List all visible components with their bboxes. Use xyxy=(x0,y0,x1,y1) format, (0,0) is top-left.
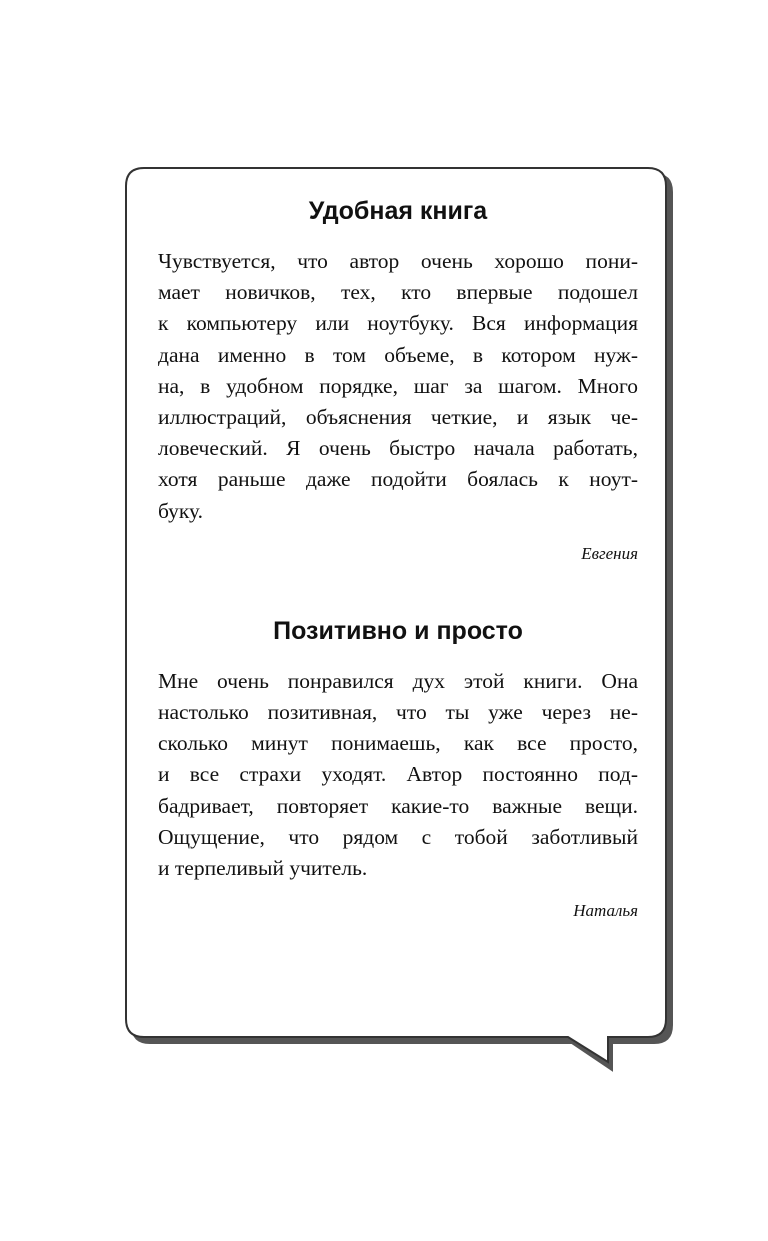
review-text xyxy=(158,666,638,884)
reviews-container xyxy=(158,196,638,921)
review-author: Евгения xyxy=(581,543,638,563)
review-text-line: сколько минут понимаешь, как все просто, xyxy=(158,731,638,756)
review-text-line: Чувствуется, что автор очень хорошо пони- xyxy=(158,249,638,273)
review-text-line: настолько позитивная, что ты уже через не- xyxy=(158,700,638,725)
review-text-line: Мне очень понравился дух этой книги. Она xyxy=(158,668,638,693)
review-text xyxy=(158,246,638,527)
review-text-line: дана именно в том объеме, в котором нуж- xyxy=(158,342,638,367)
review-text-line: и терпеливый учитель. xyxy=(158,856,368,881)
review-title: Позитивно и просто xyxy=(273,616,523,645)
review-text-line: на, в удобном порядке, шаг за шагом. Много xyxy=(158,373,638,398)
review-text-line: и все страхи уходят. Автор постоянно под- xyxy=(158,762,638,787)
review-text-line: к компьютеру или ноутбуку. Вся информация xyxy=(158,311,638,336)
review-text-line: бадривает, повторяет какие-то важные вещи. xyxy=(158,793,638,818)
review-text-line: мает новичков, тех, кто впервые подошел xyxy=(158,280,638,305)
review-text-line: хотя раньше даже подойти боялась к ноут- xyxy=(158,467,638,492)
review-text-line: буку. xyxy=(158,498,203,523)
review-text-line: Ощущение, что рядом с тобой заботливый xyxy=(158,824,638,849)
review-title: Удобная книга xyxy=(308,197,488,225)
review-text-line: ловеческий. Я очень быстро начала работать, xyxy=(158,436,638,461)
review-text-line: иллюстраций, объяснения четкие, и язык че- xyxy=(158,405,638,430)
review-author: Наталья xyxy=(573,901,638,921)
